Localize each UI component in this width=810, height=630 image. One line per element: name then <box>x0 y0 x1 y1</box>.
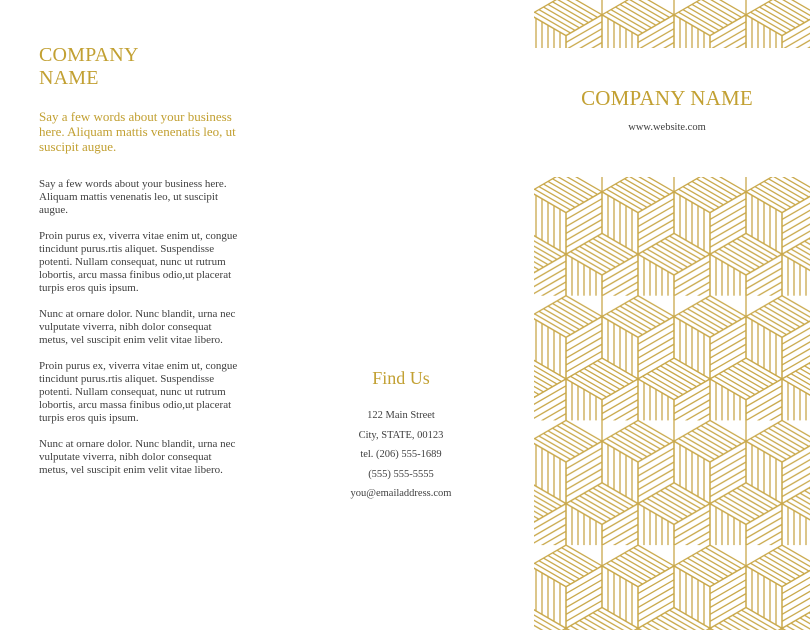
address-street: 122 Main Street <box>367 410 435 421</box>
contact-block <box>268 368 534 504</box>
pattern-strip-top <box>534 0 810 48</box>
right-panel <box>534 0 810 630</box>
body-paragraph: Nunc at ornare dolor. Nunc blandit, urna nec vulputate viverra, nibh dolor consequat metus, vel suscipit enim velit vitae libero. <box>39 438 236 476</box>
left-lead-text: Say a few words about your business here. Aliquam mattis venenatis leo, ut suscipit augue. <box>39 109 236 154</box>
left-body-text <box>39 178 243 490</box>
address-city: City, STATE, 00123 <box>358 429 444 441</box>
body-paragraph: Proin purus ex, viverra vitae enim ut, congue tincidunt purus.rtis aliquet. Suspendisse potenti. Nullam consequat, nunc ut rutrum lobortis, arcu massa finibus odio,ut placerat turpis eros quis ipsum. <box>39 230 238 294</box>
phone-number-alt[interactable]: (555) 555-5555 <box>368 468 434 480</box>
left-company-title <box>39 44 239 90</box>
middle-panel <box>268 0 534 630</box>
cover-website[interactable]: www.website.com <box>628 122 706 133</box>
cover-company-name: COMPANY NAME <box>581 86 753 110</box>
left-panel <box>0 0 268 630</box>
email-link[interactable]: you@emailaddress.com <box>350 488 452 499</box>
gold-hexagon-cube-pattern-icon <box>534 0 810 48</box>
gold-hexagon-cube-pattern-icon <box>534 177 810 630</box>
pattern-block-main <box>534 177 810 630</box>
body-paragraph: Nunc at ornare dolor. Nunc blandit, urna nec vulputate viverra, nibh dolor consequat metus, vel suscipit enim velit vitae libero. <box>39 308 236 346</box>
find-us-heading: Find Us <box>372 368 430 388</box>
phone-number[interactable]: tel. (206) 555-1689 <box>360 449 442 460</box>
left-title-line1: COMPANY <box>39 44 139 66</box>
left-title-line2: NAME <box>39 67 99 89</box>
body-paragraph: Say a few words about your business here. Aliquam mattis venenatis leo, ut suscipit augue. <box>39 178 227 216</box>
body-paragraph: Proin purus ex, viverra vitae enim ut, congue tincidunt purus.rtis aliquet. Suspendisse potenti. Nullam consequat, nunc ut rutrum lobortis, arcu massa finibus odio,ut placerat turpis eros quis ipsum. <box>39 360 238 424</box>
